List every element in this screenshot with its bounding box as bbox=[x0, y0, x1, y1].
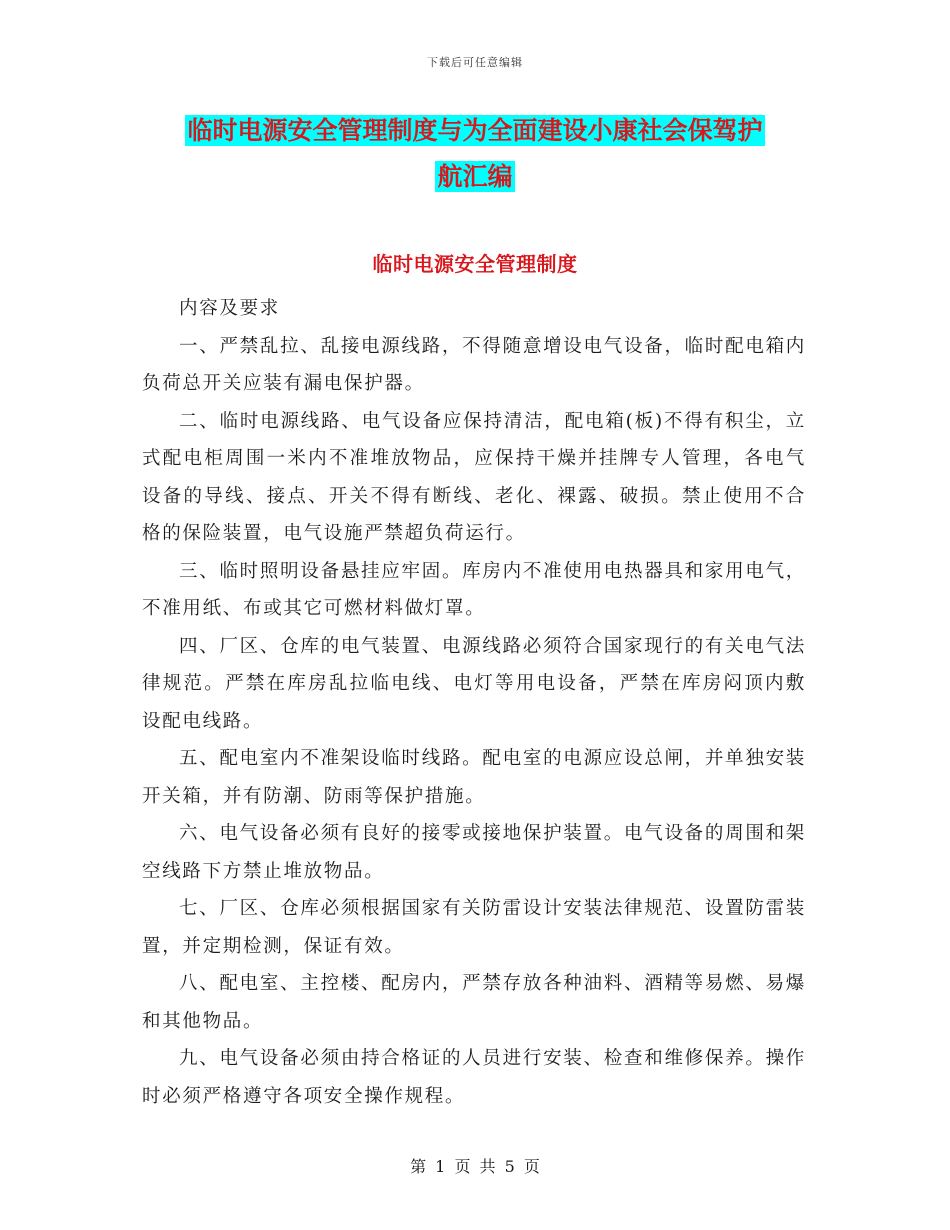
paragraph-rule-2: 二、临时电源线路、电气设备应保持清洁，配电箱(板)不得有积尘，立式配电柜周围一米内不准堆放物品，应保持干燥并挂牌专人管理，各电气设备的导线、接点、开关不得有断线、老化、裸露、破损。禁止使用不合格的保险装置，电气设施严禁超负荷运行。 bbox=[142, 410, 806, 544]
document-title bbox=[140, 108, 810, 200]
header-note: 下载后可任意编辑 bbox=[427, 56, 523, 69]
document-title-line-1: 临时电源安全管理制度与为全面建设小康社会保驾护 bbox=[187, 116, 763, 145]
body-text bbox=[142, 290, 806, 1115]
section-title: 临时电源安全管理制度 bbox=[372, 252, 578, 276]
paragraph-rule-9: 九、电气设备必须由持合格证的人员进行安装、检查和维修保养。操作时必须严格遵守各项安全操作规程。 bbox=[142, 1048, 806, 1107]
paragraph-rule-1: 一、严禁乱拉、乱接电源线路，不得随意增设电气设备，临时配电箱内负荷总开关应装有漏电保护器。 bbox=[142, 335, 806, 394]
paragraph-rule-7: 七、厂区、仓库必须根据国家有关防雷设计安装法律规范、设置防雷装置，并定期检测，保证有效。 bbox=[142, 898, 806, 957]
paragraph-rule-8: 八、配电室、主控楼、配房内，严禁存放各种油料、酒精等易燃、易爆和其他物品。 bbox=[142, 973, 806, 1032]
paragraph-rule-5: 五、配电室内不准架设临时线路。配电室的电源应设总闸，并单独安装开关箱，并有防潮、防雨等保护措施。 bbox=[142, 748, 806, 807]
paragraph-rule-3: 三、临时照明设备悬挂应牢固。库房内不准使用电热器具和家用电气，不准用纸、布或其它可燃材料做灯罩。 bbox=[142, 560, 806, 619]
paragraph-rule-4: 四、厂区、仓库的电气装置、电源线路必须符合国家现行的有关电气法律规范。严禁在库房乱拉临电线、电灯等用电设备，严禁在库房闷顶内敷设配电线路。 bbox=[142, 635, 806, 732]
page-footer: 第 1 页 共 5 页 bbox=[410, 1157, 540, 1176]
paragraph-rule-6: 六、电气设备必须有良好的接零或接地保护装置。电气设备的周围和架空线路下方禁止堆放物品。 bbox=[142, 823, 806, 882]
paragraph-intro: 内容及要求 bbox=[179, 298, 281, 319]
document-title-line-2: 航汇编 bbox=[437, 162, 513, 191]
